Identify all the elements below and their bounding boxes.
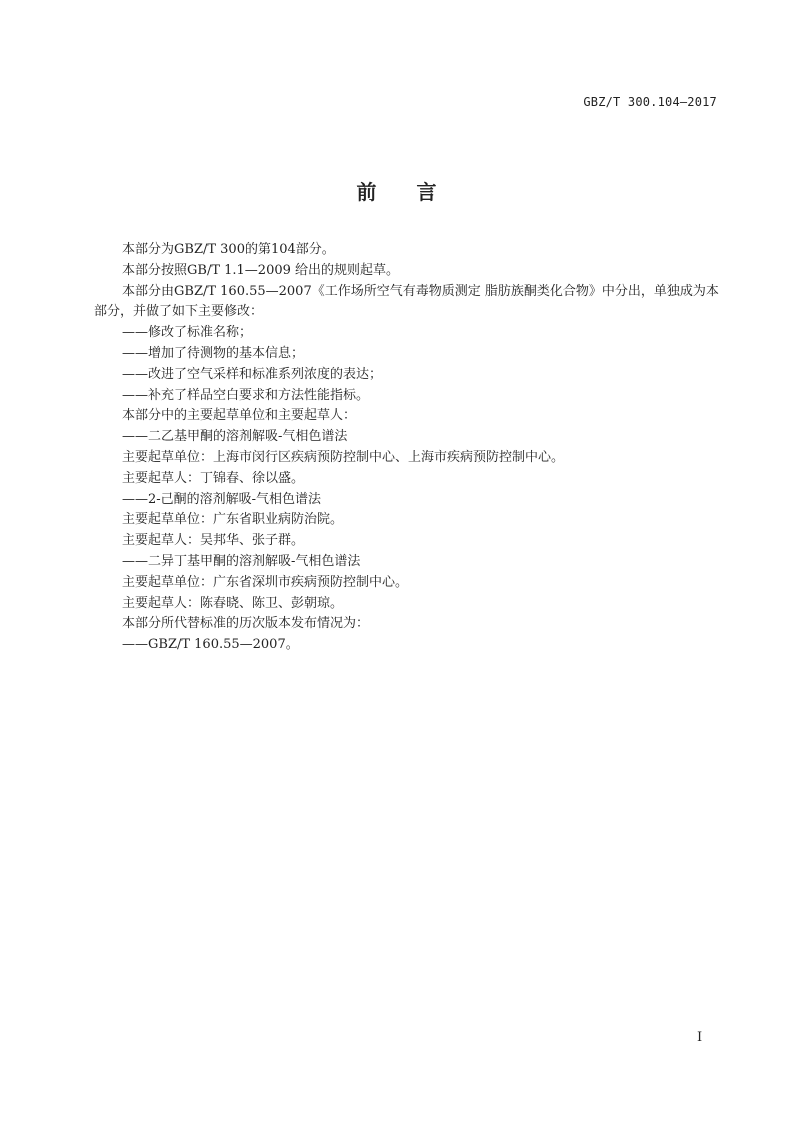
change-item: ——补充了样品空白要求和方法性能指标。 [122,387,370,403]
paragraph-drafting-rules: 本部分按照GB/T 1.1—2009 给出的规则起草。 [122,262,400,278]
drafting-units: 主要起草单位：上海市闵行区疾病预防控制中心、上海市疾病预防控制中心。 [122,449,565,465]
method-heading: ——二乙基甲酮的溶剂解吸-气相色谱法 [122,429,348,445]
drafters: 主要起草人：吴邦华、张子群。 [122,533,305,549]
drafting-units: 主要起草单位：广东省深圳市疾病预防控制中心。 [122,574,409,590]
paragraph-origin: 本部分由GBZ/T 160.55—2007《工作场所空气有毒物质测定 脂肪族酮类化合物》中分出，单独成为本部分，并做了如下主要修改： [94,283,719,320]
page-title [0,176,793,205]
change-item: ——改进了空气采样和标准系列浓度的表达； [122,366,383,382]
change-item: ——修改了标准名称； [122,325,253,341]
method-heading: ——2-己酮的溶剂解吸-气相色谱法 [122,491,322,507]
drafters: 主要起草人：陈春晓、陈卫、彭朝琼。 [122,595,344,611]
method-heading: ——二异丁基甲酮的溶剂解吸-气相色谱法 [122,553,361,569]
paragraph-drafters-intro: 本部分中的主要起草单位和主要起草人： [122,408,357,424]
drafters: 主要起草人：丁锦春、徐以盛。 [122,470,305,486]
paragraph-part-number: 本部分为GBZ/T 300的第104部分。 [122,242,335,257]
page-title-first-char: 前 [356,180,377,204]
document-code: GBZ/T 300.104—2017 [583,95,717,109]
drafting-units: 主要起草单位：广东省职业病防治院。 [122,512,344,528]
change-item: ——增加了待测物的基本信息； [122,345,305,361]
page-title-second-char: 言 [416,180,437,204]
page-number: I [697,1030,703,1045]
paragraph-history-intro: 本部分所代替标准的历次版本发布情况为： [122,616,370,632]
foreword-body [94,240,719,656]
history-item: ——GBZ/T 160.55—2007。 [122,637,299,653]
